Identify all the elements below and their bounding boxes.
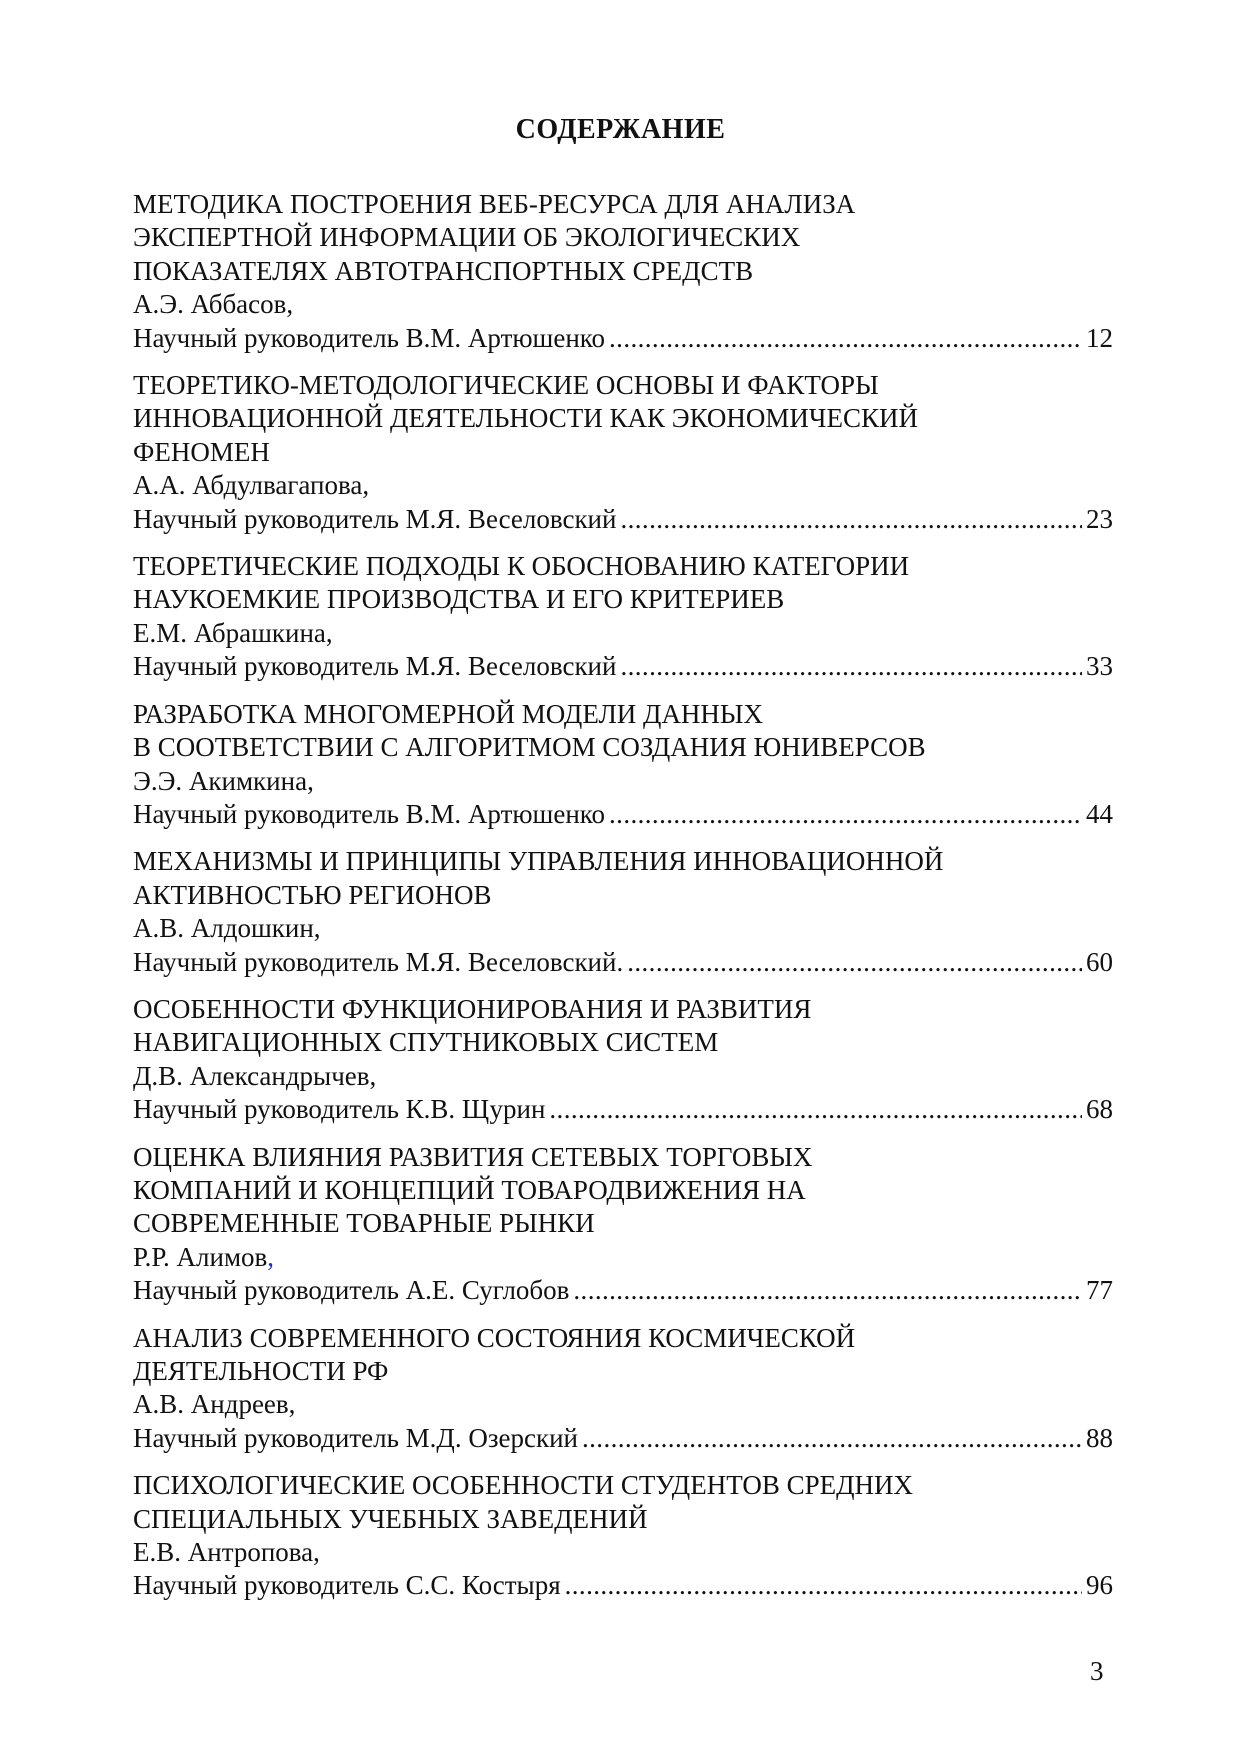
entry-author bbox=[133, 1241, 1113, 1274]
entry-author bbox=[133, 1536, 1113, 1569]
toc-entry[interactable] bbox=[133, 1141, 1113, 1308]
toc-entry[interactable] bbox=[133, 188, 1113, 355]
entry-title-line: ТЕОРЕТИЧЕСКИЕ ПОДХОДЫ К ОБОСНОВАНИЮ КАТЕГОРИИ bbox=[133, 551, 910, 582]
entry-title-line: МЕТОДИКА ПОСТРОЕНИЯ ВЕБ-РЕСУРСА ДЛЯ АНАЛИЗА bbox=[133, 189, 856, 219]
entry-title-line: НАВИГАЦИОННЫХ СПУТНИКОВЫХ СИСТЕМ bbox=[133, 1027, 719, 1058]
entry-supervisor-line bbox=[133, 1093, 1113, 1126]
dot-leader bbox=[609, 798, 1082, 831]
author-comma: , bbox=[313, 913, 321, 944]
toc-entry[interactable] bbox=[133, 550, 1113, 684]
supervisor-name: Научный руководитель А.Е. Суглобов bbox=[133, 1275, 570, 1306]
entry-title-line: ПОКАЗАТЕЛЯХ АВТОТРАНСПОРТНЫХ СРЕДСТВ bbox=[133, 255, 754, 286]
dot-leader bbox=[549, 1093, 1082, 1126]
entry-page-number[interactable]: 60 bbox=[1086, 946, 1113, 977]
entry-title-line: РАЗРАБОТКА МНОГОМЕРНОЙ МОДЕЛИ ДАННЫХ bbox=[133, 698, 763, 729]
entry-title-line: НАУКОЕМКИЕ ПРОИЗВОДСТВА И ЕГО КРИТЕРИЕВ bbox=[133, 584, 785, 615]
entry-title-line: ОЦЕНКА ВЛИЯНИЯ РАЗВИТИЯ СЕТЕВЫХ ТОРГОВЫХ bbox=[133, 1141, 813, 1172]
entry-page-number[interactable]: 96 bbox=[1086, 1570, 1113, 1601]
dot-leader bbox=[565, 1569, 1082, 1602]
entry-page-number[interactable]: 12 bbox=[1086, 322, 1113, 353]
author-name: А.Э. Аббасов bbox=[133, 289, 287, 320]
entry-title-line: СПЕЦИАЛЬНЫХ УЧЕБНЫХ ЗАВЕДЕНИЙ bbox=[133, 1503, 648, 1534]
author-name: Р.Р. Алимов bbox=[133, 1241, 268, 1272]
entry-author bbox=[133, 912, 1113, 945]
author-name: Е.В. Антропова bbox=[133, 1537, 314, 1568]
entry-page-number[interactable]: 68 bbox=[1086, 1094, 1113, 1125]
entry-page-number[interactable]: 33 bbox=[1086, 651, 1113, 682]
entry-supervisor-line bbox=[133, 1569, 1113, 1602]
supervisor-name: Научный руководитель К.В. Щурин bbox=[133, 1094, 546, 1125]
entry-supervisor-line bbox=[133, 1274, 1113, 1307]
table-of-contents bbox=[133, 188, 1113, 1617]
toc-entry[interactable] bbox=[133, 698, 1113, 832]
author-name: А.А. Абдулвагапова bbox=[133, 470, 363, 501]
toc-entry[interactable] bbox=[133, 993, 1113, 1127]
entry-page-number[interactable]: 77 bbox=[1086, 1275, 1113, 1306]
entry-page-number[interactable]: 23 bbox=[1086, 503, 1113, 534]
author-name: Э.Э. Акимкина bbox=[133, 765, 308, 796]
toc-entry[interactable] bbox=[133, 369, 1113, 536]
author-name: А.В. Андреев bbox=[133, 1389, 289, 1420]
entry-title-line: В СООТВЕТСТВИИ С АЛГОРИТМОМ СОЗДАНИЯ ЮНИВЕРСОВ bbox=[133, 732, 926, 763]
author-comma: , bbox=[307, 765, 314, 796]
dot-leader bbox=[620, 503, 1082, 536]
author-comma: , bbox=[362, 470, 370, 501]
entry-supervisor-line bbox=[133, 798, 1113, 831]
toc-entry[interactable] bbox=[133, 1469, 1113, 1603]
entry-title-line: ОСОБЕННОСТИ ФУНКЦИОНИРОВАНИЯ И РАЗВИТИЯ bbox=[133, 993, 812, 1024]
author-comma: , bbox=[369, 1060, 377, 1091]
entry-page-number[interactable]: 88 bbox=[1086, 1422, 1113, 1453]
entry-title-line: ПСИХОЛОГИЧЕСКИЕ ОСОБЕННОСТИ СТУДЕНТОВ СРЕДНИХ bbox=[133, 1470, 914, 1501]
author-comma: , bbox=[313, 1537, 320, 1568]
page-title: СОДЕРЖАНИЕ bbox=[515, 114, 726, 145]
dot-leader bbox=[609, 322, 1082, 355]
entry-supervisor-line bbox=[133, 322, 1113, 355]
entry-title-line: ЭКСПЕРТНОЙ ИНФОРМАЦИИ ОБ ЭКОЛОГИЧЕСКИХ bbox=[133, 222, 801, 253]
dot-leader bbox=[582, 1422, 1082, 1455]
entry-title-line: СОВРЕМЕННЫЕ ТОВАРНЫЕ РЫНКИ bbox=[133, 1208, 595, 1239]
entry-title-line: ТЕОРЕТИКО-МЕТОДОЛОГИЧЕСКИЕ ОСНОВЫ И ФАКТОРЫ bbox=[133, 370, 879, 401]
entry-author bbox=[133, 765, 1113, 798]
supervisor-name: Научный руководитель М.Я. Веселовский bbox=[133, 651, 617, 682]
entry-page-number[interactable]: 44 bbox=[1086, 798, 1113, 829]
entry-title-line: КОМПАНИЙ И КОНЦЕПЦИЙ ТОВАРОДВИЖЕНИЯ НА bbox=[133, 1174, 806, 1205]
supervisor-name: Научный руководитель М.Д. Озерский bbox=[133, 1422, 578, 1453]
entry-supervisor-line bbox=[133, 650, 1113, 683]
dot-leader bbox=[573, 1274, 1082, 1307]
supervisor-name: Научный руководитель В.М. Артюшенко bbox=[133, 322, 606, 353]
entry-author bbox=[133, 1388, 1113, 1421]
author-name: Д.В. Александрычев bbox=[133, 1060, 370, 1091]
entry-author bbox=[133, 617, 1113, 650]
author-comma: , bbox=[325, 617, 333, 648]
toc-entry[interactable] bbox=[133, 1322, 1113, 1456]
entry-title-line: ФЕНОМЕН bbox=[133, 436, 270, 467]
entry-supervisor-line bbox=[133, 1422, 1113, 1455]
dot-leader bbox=[627, 946, 1082, 979]
entry-supervisor-line bbox=[133, 946, 1113, 979]
entry-title-line: АКТИВНОСТЬЮ РЕГИОНОВ bbox=[133, 879, 492, 910]
dot-leader bbox=[620, 650, 1082, 683]
entry-supervisor-line bbox=[133, 503, 1113, 536]
author-comma: , bbox=[288, 1389, 296, 1420]
entry-author bbox=[133, 469, 1113, 502]
entry-title-line: МЕХАНИЗМЫ И ПРИНЦИПЫ УПРАВЛЕНИЯ ИННОВАЦИОННОЙ bbox=[133, 846, 944, 877]
entry-title-line: АНАЛИЗ СОВРЕМЕННОГО СОСТОЯНИЯ КОСМИЧЕСКОЙ bbox=[133, 1322, 856, 1353]
author-name: Е.М. Абрашкина bbox=[133, 617, 326, 648]
author-name: А.В. Алдошкин bbox=[133, 913, 314, 944]
entry-author bbox=[133, 288, 1113, 321]
supervisor-name: Научный руководитель С.С. Костыря bbox=[133, 1570, 561, 1601]
author-comma: , bbox=[267, 1241, 275, 1272]
author-comma: , bbox=[286, 289, 294, 320]
supervisor-name: Научный руководитель М.Я. Веселовский bbox=[133, 503, 617, 534]
supervisor-name: Научный руководитель В.М. Артюшенко bbox=[133, 798, 606, 829]
entry-title-line: ИННОВАЦИОННОЙ ДЕЯТЕЛЬНОСТИ КАК ЭКОНОМИЧЕСКИЙ bbox=[133, 403, 918, 434]
entry-author bbox=[133, 1060, 1113, 1093]
supervisor-name: Научный руководитель М.Я. Веселовский. bbox=[133, 946, 624, 977]
page-number: 3 bbox=[1090, 1656, 1104, 1686]
toc-entry[interactable] bbox=[133, 845, 1113, 979]
entry-title-line: ДЕЯТЕЛЬНОСТИ РФ bbox=[133, 1356, 389, 1386]
